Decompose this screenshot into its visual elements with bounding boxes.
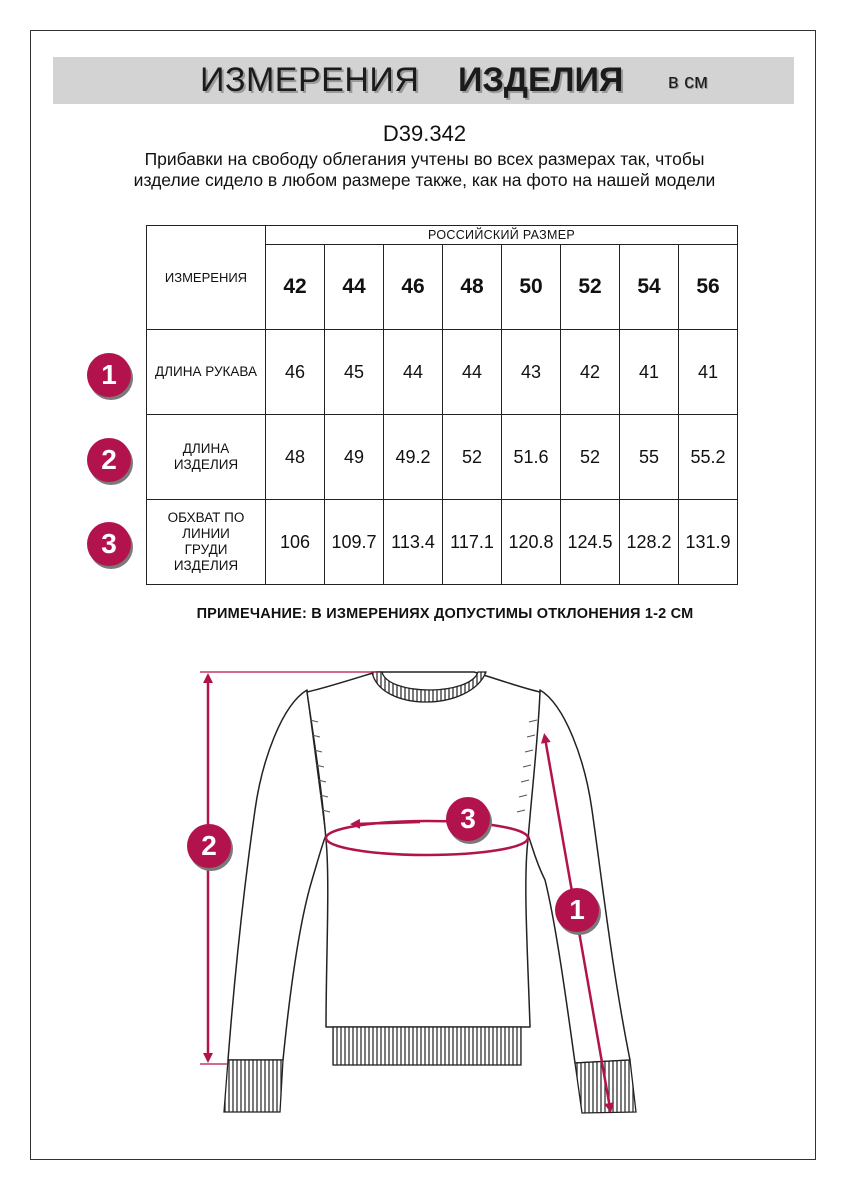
value-cell: 106	[266, 500, 325, 585]
size-cell: 46	[384, 245, 443, 330]
size-cell: 52	[561, 245, 620, 330]
diagram-marker-1: 1	[555, 888, 599, 932]
title-unit: в см	[668, 71, 708, 93]
marker-3-badge: 3	[87, 522, 131, 566]
size-cell: 56	[679, 245, 738, 330]
value-cell: 109.7	[325, 500, 384, 585]
row-label-chest-girth: ОБХВАТ ПО ЛИНИИ ГРУДИ ИЗДЕЛИЯ	[147, 500, 266, 585]
value-cell: 45	[325, 330, 384, 415]
product-code: D39.342	[382, 121, 467, 146]
value-cell: 128.2	[620, 500, 679, 585]
hem-rib	[333, 1027, 521, 1065]
value-cell: 41	[679, 330, 738, 415]
value-cell: 117.1	[443, 500, 502, 585]
left-cuff	[224, 1060, 283, 1112]
value-cell: 42	[561, 330, 620, 415]
row-label-product-length: ДЛИНА ИЗДЕЛИЯ	[147, 415, 266, 500]
size-cell: 54	[620, 245, 679, 330]
size-cell: 48	[443, 245, 502, 330]
title-word-measurements: ИЗМЕРЕНИЯ	[200, 61, 420, 99]
row-label-sleeve-length: ДЛИНА РУКАВА	[147, 330, 266, 415]
value-cell: 55.2	[679, 415, 738, 500]
value-cell: 44	[443, 330, 502, 415]
marker-2-badge: 2	[87, 438, 131, 482]
title-word-product: ИЗДЕЛИЯ	[458, 61, 624, 99]
value-cell: 55	[620, 415, 679, 500]
value-cell: 113.4	[384, 500, 443, 585]
value-cell: 44	[384, 330, 443, 415]
sweater-outline	[228, 672, 630, 1063]
marker-1-badge: 1	[87, 353, 131, 397]
tolerance-note: ПРИМЕЧАНИЕ: В ИЗМЕРЕНИЯХ ДОПУСТИМЫ ОТКЛОНЕНИЯ 1-2 СМ	[196, 606, 694, 622]
value-cell: 120.8	[502, 500, 561, 585]
right-sleeve	[528, 690, 630, 1063]
value-cell: 52	[561, 415, 620, 500]
left-sleeve	[228, 690, 326, 1060]
value-cell: 48	[266, 415, 325, 500]
value-cell: 41	[620, 330, 679, 415]
size-cell: 44	[325, 245, 384, 330]
size-cell: 50	[502, 245, 561, 330]
size-cell: 42	[266, 245, 325, 330]
measure-header: ИЗМЕРЕНИЯ	[147, 226, 266, 330]
size-system-header: РОССИЙСКИЙ РАЗМЕР	[266, 226, 738, 245]
description: Прибавки на свободу облегания учтены во всех размерах так, чтобы изделие сидело в любом размере также, как на фото на нашей модели	[133, 149, 716, 190]
value-cell: 51.6	[502, 415, 561, 500]
value-cell: 49.2	[384, 415, 443, 500]
value-cell: 49	[325, 415, 384, 500]
value-cell: 131.9	[679, 500, 738, 585]
value-cell: 124.5	[561, 500, 620, 585]
value-cell: 46	[266, 330, 325, 415]
diagram-marker-3: 3	[446, 797, 490, 841]
value-cell: 52	[443, 415, 502, 500]
value-cell: 43	[502, 330, 561, 415]
diagram-marker-2: 2	[187, 824, 231, 868]
